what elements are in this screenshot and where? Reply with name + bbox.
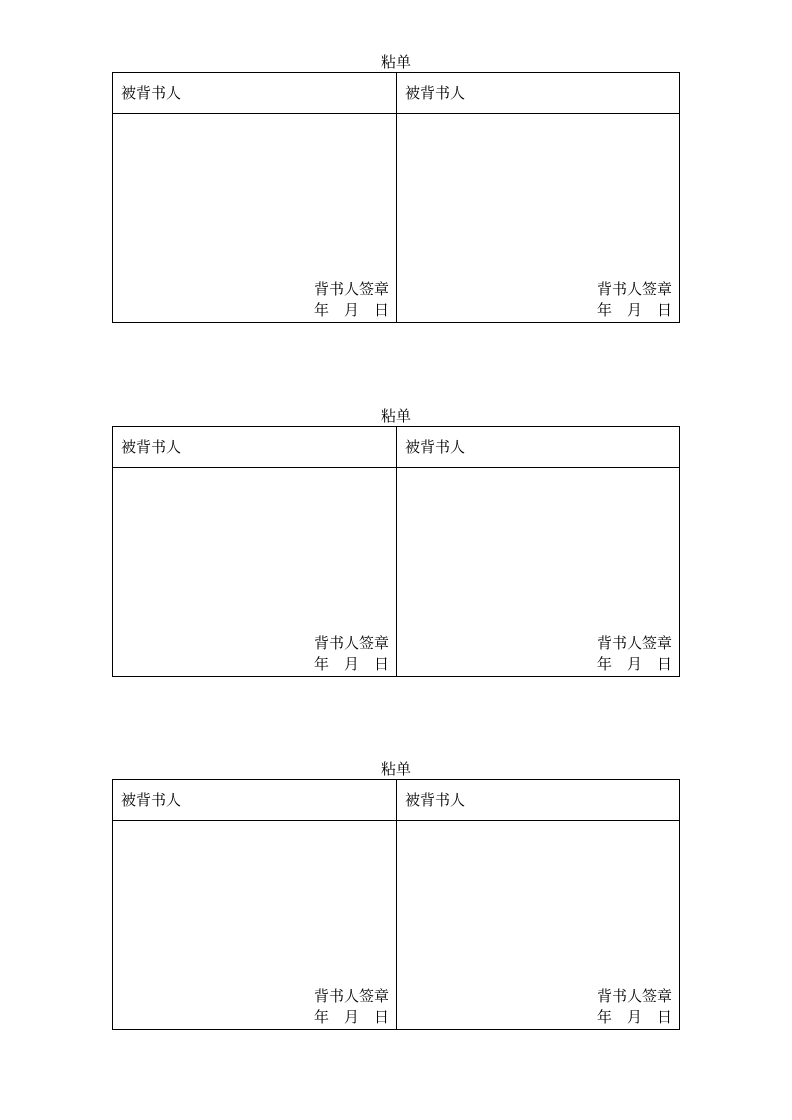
slip-title: 粘单 (380, 53, 411, 71)
date-label: 年 月 日 (313, 655, 389, 673)
date-label: 年 月 日 (313, 301, 389, 319)
endorsement-table (112, 779, 680, 1030)
endorsement-cell (113, 780, 396, 1029)
endorsee-label: 被背书人 (113, 73, 396, 114)
endorsement-cell (396, 780, 679, 1029)
date-label: 年 月 日 (596, 655, 672, 673)
endorsee-label: 被背书人 (397, 780, 679, 821)
date-label: 年 月 日 (596, 301, 672, 319)
endorser-signature-label: 背书人签章 (313, 634, 389, 652)
endorsement-cell (113, 427, 396, 676)
date-label: 年 月 日 (313, 1008, 389, 1026)
endorser-signature-label: 背书人签章 (313, 280, 389, 298)
endorser-signature-label: 背书人签章 (313, 987, 389, 1005)
endorsee-label: 被背书人 (397, 427, 679, 468)
endorsement-table (112, 72, 680, 323)
endorser-signature-label: 背书人签章 (596, 634, 672, 652)
endorsement-table (112, 426, 680, 677)
endorser-signature-label: 背书人签章 (596, 280, 672, 298)
endorsee-label: 被背书人 (113, 427, 396, 468)
date-label: 年 月 日 (596, 1008, 672, 1026)
endorsement-cell (396, 427, 679, 676)
endorsee-label: 被背书人 (113, 780, 396, 821)
slip-title: 粘单 (380, 407, 411, 425)
endorsement-cell (113, 73, 396, 322)
slip-title: 粘单 (380, 760, 411, 778)
endorsee-label: 被背书人 (397, 73, 679, 114)
endorser-signature-label: 背书人签章 (596, 987, 672, 1005)
endorsement-cell (396, 73, 679, 322)
